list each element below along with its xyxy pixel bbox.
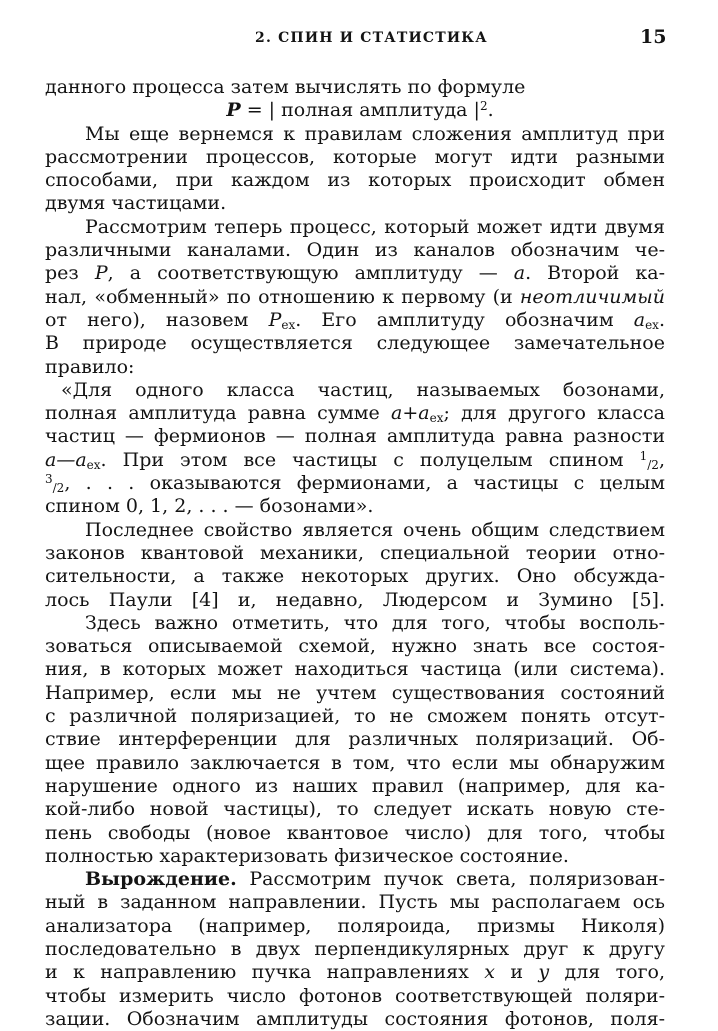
text-line	[45, 309, 665, 332]
text-line: Последнее свойство является очень общим следствием	[85, 518, 665, 541]
text-line: Рассмотрим теперь процесс, который может идти двумя	[85, 215, 665, 238]
text-line: законов квантовой механики, специальной теории отно-	[45, 541, 665, 564]
text-line	[45, 472, 665, 495]
fraction-denominator: /2	[647, 457, 659, 472]
axis-y: y	[538, 961, 550, 984]
text-line: Здесь важно отметить, что для того, чтобы восполь-	[85, 611, 665, 634]
text-line: щее правило заключается в том, что если мы обнаружим	[45, 751, 665, 774]
text-line: В природе осуществляется следующее замечательное	[45, 332, 665, 355]
formula-symbol: P	[226, 99, 241, 122]
text-line: сительности, а также некоторых других. Оно обсужда-	[45, 565, 665, 588]
text-line: Мы еще вернемся к правилам сложения амплитуд при	[85, 122, 665, 145]
text-line: полностью характеризовать физическое состояние.	[45, 844, 569, 867]
text-line: данного процесса затем вычислять по формуле	[45, 76, 526, 98]
text-fragment: , . . . оказываются фермионами, а частицы с целым	[64, 472, 665, 495]
formula-body: = | полная амплитуда |	[240, 99, 480, 122]
text-fragment: .	[658, 308, 665, 331]
text-line: различными каналами. Один из каналов обозначим че-	[45, 239, 665, 262]
text-line: последовательно в двух перпендикулярных друг к другу	[45, 937, 665, 960]
text-fragment: от него), назовем	[45, 308, 269, 331]
axis-x: x	[484, 961, 495, 984]
text-fragment: . Второй ка-	[525, 262, 666, 285]
text-fragment: полная амплитуда равна сумме	[45, 402, 392, 425]
difference-expression: a—a	[45, 448, 87, 471]
emphasis: неотличимый	[519, 285, 665, 308]
text-line	[45, 868, 665, 891]
text-line: ный в заданном направлении. Пусть мы располагаем ось	[45, 891, 665, 914]
text-fragment: , а соответствующую амплитуду —	[107, 262, 514, 285]
text-line: с различной поляризацией, то не сможем понять отсут-	[45, 705, 665, 728]
text-line: частиц — фермионов — полная амплитуда равна разности	[45, 425, 665, 448]
formula-exponent: 2	[479, 99, 488, 114]
amplitude-symbol: a	[513, 262, 526, 285]
section-heading: Вырождение.	[85, 868, 237, 891]
sum-expression: a+a	[391, 402, 430, 425]
exchange-subscript: ex	[645, 317, 659, 332]
formula-period: .	[487, 99, 494, 122]
text-line	[45, 262, 665, 285]
page-header	[0, 24, 718, 54]
text-line: анализатора (например, поляроида, призмы Николя)	[45, 914, 665, 937]
text-fragment: нал, «обменный» по отношению к первому (и	[45, 285, 520, 308]
text-line	[45, 961, 665, 984]
text-line: ния, в которых может находиться частица (или система).	[45, 658, 665, 681]
text-fragment: . При этом все частицы с полуцелым спином	[100, 448, 640, 471]
fraction-denominator: /2	[52, 481, 65, 496]
text-line: пень свободы (новое квантовое число) для того, чтобы	[45, 821, 665, 844]
exchange-subscript: ex	[86, 457, 101, 472]
channel-symbol: P	[94, 262, 108, 285]
text-line: «Для одного класса частиц, называемых бозонами,	[61, 378, 665, 401]
text-fragment: и	[494, 961, 539, 984]
text-fragment: ; для другого класса	[443, 402, 665, 425]
text-line: спином 0, 1, 2, . . . — бозонами».	[45, 495, 374, 518]
text-fragment: для того,	[549, 961, 665, 984]
text-line: двумя частицами.	[45, 192, 227, 215]
text-line: правило:	[45, 355, 135, 378]
text-line: способами, при каждом из которых происходит обмен	[45, 169, 665, 192]
text-line: Например, если мы не учтем существования состояний	[45, 681, 665, 704]
exchange-subscript: ex	[429, 411, 444, 426]
text-fragment: рез	[45, 262, 95, 285]
text-line: ствие интерференции для различных поляризаций. Об-	[45, 728, 665, 751]
text-line: кой-либо новой частицы), то следует искать новую сте-	[45, 798, 665, 821]
exchange-subscript: ex	[281, 317, 296, 332]
exchange-channel-symbol: P	[268, 308, 282, 331]
text-fragment: ,	[658, 448, 665, 471]
exchange-amplitude-symbol: a	[633, 308, 646, 331]
text-line	[45, 286, 665, 309]
text-line	[45, 402, 665, 425]
text-fragment: Рассмотрим пучок света, поляризован-	[236, 868, 665, 891]
text-line: лось Паули [4] и, недавно, Людерсом и Зумино [5].	[45, 588, 665, 611]
text-line: нарушение одного из наших правил (например, для ка-	[45, 774, 665, 797]
fraction-numerator: 1	[639, 448, 648, 463]
text-line	[45, 449, 665, 472]
fraction-numerator: 3	[45, 472, 53, 487]
text-line: зоваться описываемой схемой, нужно знать все состоя-	[45, 635, 665, 658]
formula	[45, 99, 665, 122]
running-title: 2. СПИН И СТАТИСТИКА	[255, 30, 488, 46]
text-fragment: . Его амплитуду обозначим	[295, 308, 634, 331]
text-line: зации. Обозначим амплитуды состояния фотонов, поля-	[45, 1007, 665, 1030]
text-line: чтобы измерить число фотонов соответствующей поляри-	[45, 984, 665, 1007]
text-line: рассмотрении процессов, которые могут идти разными	[45, 145, 665, 168]
page-number: 15	[640, 26, 667, 48]
text-fragment: и к направлению пучка направлениях	[45, 961, 485, 984]
body-text	[45, 76, 665, 1031]
